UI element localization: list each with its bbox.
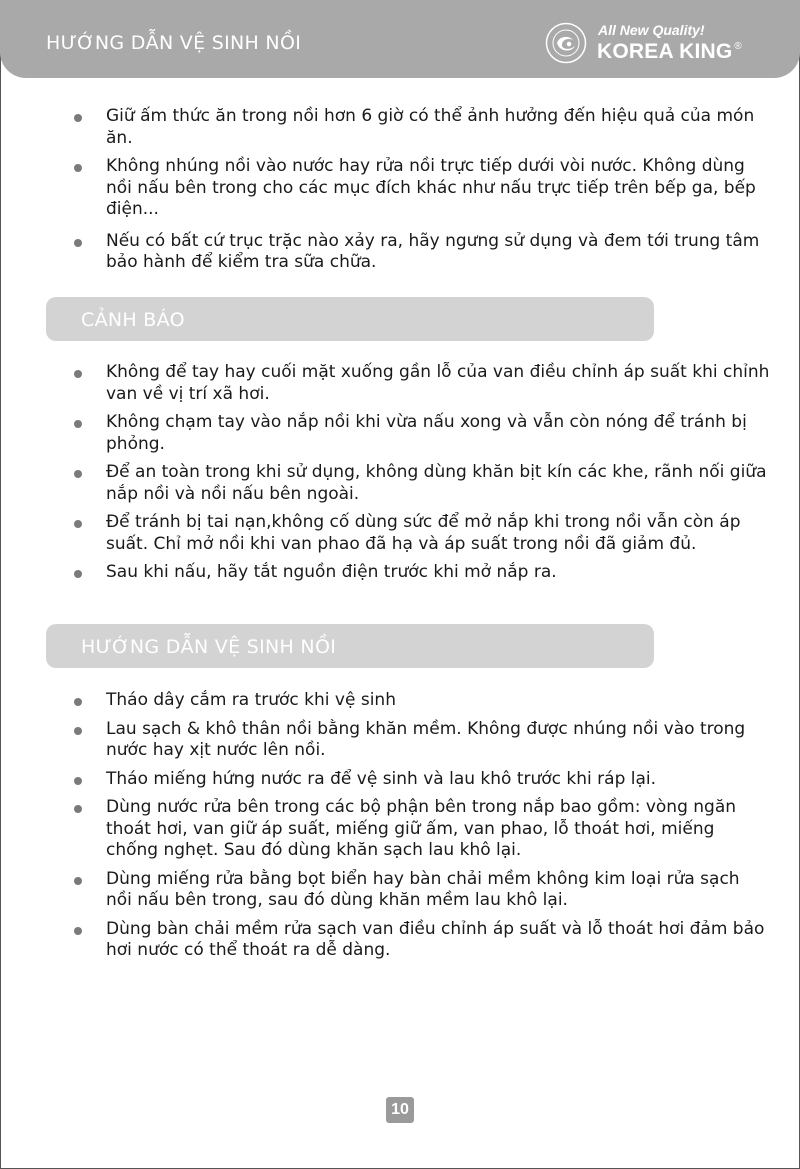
cleaning-section-header [46, 624, 654, 668]
intro-list [0, 106, 800, 281]
bullet-icon [74, 805, 82, 813]
list-item: Để tránh bị tai nạn,không cố dùng sức để mở nắp khi trong nồi vẫn còn áp suất. Chỉ mở nồi khi van phao đã hạ và áp suất trong nồi đã giảm đủ. [0, 512, 800, 555]
bullet-icon [74, 520, 82, 528]
list-item: Tháo miếng hứng nước ra để vệ sinh và lau khô trước khi ráp lại. [0, 769, 800, 791]
list-item: Dùng bàn chải mềm rửa sạch van điều chỉnh áp suất và lỗ thoát hơi đảm bảo hơi nước có thể thoát ra dễ dàng. [0, 919, 800, 962]
list-item: Lau sạch & khô thân nồi bằng khăn mềm. Không được nhúng nồi vào trong nước hay xịt nước lên nồi. [0, 719, 800, 762]
bullet-icon [74, 570, 82, 578]
list-item: Dùng miếng rửa bằng bọt biển hay bàn chải mềm không kim loại rửa sạch nồi nấu bên trong, sau đó dùng khăn mềm lau khô lại. [0, 869, 800, 912]
bullet-icon [74, 420, 82, 428]
list-item: Giữ ấm thức ăn trong nồi hơn 6 giờ có thể ảnh hưởng đến hiệu quả của món ăn. [0, 106, 800, 149]
registered-mark: ® [734, 41, 742, 52]
bullet-icon [74, 927, 82, 935]
brand-name: KOREA KING ® [597, 40, 742, 63]
list-item: Không chạm tay vào nắp nồi khi vừa nấu xong và vẫn còn nóng để tránh bị phỏng. [0, 412, 800, 455]
page-header [0, 0, 800, 78]
page-number: 10 [386, 1097, 414, 1123]
brand-seal-icon [545, 22, 587, 64]
bullet-icon [74, 164, 82, 172]
list-item: Tháo dây cắm ra trước khi vệ sinh [0, 690, 800, 712]
list-item: Dùng nước rửa bên trong các bộ phận bên trong nắp bao gồm: vòng ngăn thoát hơi, van giữ áp suất, miếng giữ ấm, van phao, lỗ thoát hơi, miếng chống nghẹt. Sau đó dùng khăn sạch lau khô lại. [0, 797, 800, 862]
list-item: Không để tay hay cuối mặt xuống gần lỗ của van điều chỉnh áp suất khi chỉnh van về vị trí xã hơi. [0, 362, 800, 405]
bullet-icon [74, 239, 82, 247]
bullet-icon [74, 470, 82, 478]
brand-tagline: All New Quality! [598, 22, 705, 38]
bullet-icon [74, 727, 82, 735]
section-title: CẢNH BÁO [81, 309, 185, 331]
list-item: Để an toàn trong khi sử dụng, không dùng khăn bịt kín các khe, rãnh nối giữa nắp nồi và nồi nấu bên ngoài. [0, 462, 800, 505]
list-item: Sau khi nấu, hãy tắt nguồn điện trước khi mở nắp ra. [0, 562, 800, 584]
warning-section-header [46, 297, 654, 341]
section-title: HƯỚNG DẪN VỆ SINH NỒI [81, 636, 337, 658]
bullet-icon [74, 370, 82, 378]
bullet-icon [74, 114, 82, 122]
bullet-icon [74, 698, 82, 706]
header-title: HƯỚNG DẪN VỆ SINH NỒI [46, 32, 302, 54]
bullet-icon [74, 777, 82, 785]
list-item: Nếu có bất cứ trục trặc nào xảy ra, hãy ngưng sử dụng và đem tới trung tâm bảo hành để kiểm tra sữa chữa. [0, 231, 800, 274]
cleaning-list [0, 690, 800, 969]
bullet-icon [74, 877, 82, 885]
list-item: Không nhúng nồi vào nước hay rửa nồi trực tiếp dưới vòi nước. Không dùng nồi nấu bên trong cho các mục đích khác như nấu trực tiếp trên bếp ga, bếp điện... [0, 156, 800, 221]
warning-list [0, 362, 800, 591]
